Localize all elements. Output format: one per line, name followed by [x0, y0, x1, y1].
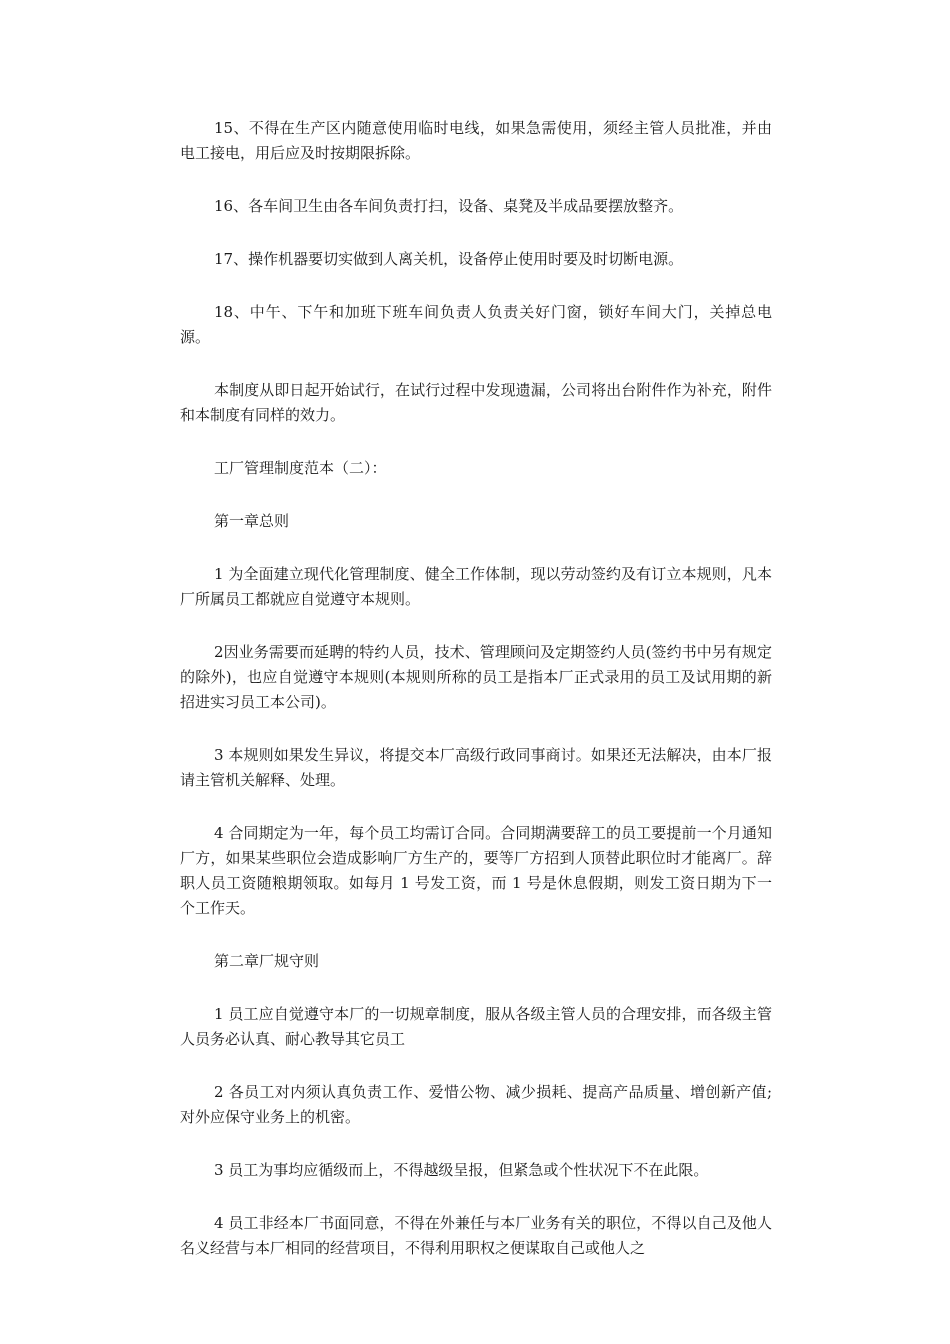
section-title: 工厂管理制度范本（二）： [214, 459, 387, 477]
chapter-2-item-2: 2 各员工对内须认真负责工作、爱惜公物、减少损耗、提高产品质量、增创新产值;对外应保守业务上的机密。 [180, 1083, 772, 1126]
chapter-2-item-3: 3 员工为事均应循级而上，不得越级呈报，但紧急或个性状况下不在此限。 [214, 1161, 709, 1179]
chapter-2-item-1: 1 员工应自觉遵守本厂的一切规章制度，服从各级主管人员的合理安排，而各级主管人员务必认真、耐心教导其它员工 [180, 1005, 772, 1048]
chapter-1-heading: 第一章总则 [214, 512, 290, 530]
rule-17-paragraph: 17、操作机器要切实做到人离关机，设备停止使用时要及时切断电源。 [214, 250, 684, 268]
rule-16-paragraph: 16、各车间卫生由各车间负责打扫，设备、桌凳及半成品要摆放整齐。 [214, 197, 684, 215]
chapter-2-heading: 第二章厂规守则 [214, 952, 320, 970]
document-page [180, 116, 772, 1261]
chapter-1-item-3: 3 本规则如果发生异议，将提交本厂高级行政同事商讨。如果还无法解决，由本厂报请主管机关解释、处理。 [180, 746, 772, 789]
chapter-2-item-4: 4 员工非经本厂书面同意，不得在外兼任与本厂业务有关的职位，不得以自己及他人名义经营与本厂相同的经营项目，不得利用职权之便谋取自己或他人之 [180, 1214, 772, 1257]
chapter-1-item-4: 4 合同期定为一年，每个员工均需订合同。合同期满要辞工的员工要提前一个月通知厂方，如果某些职位会造成影响厂方生产的，要等厂方招到人顶替此职位时才能离厂。辞职人员工资随粮期领取。如每月 1 号发工资，而 1 号是休息假期，则发工资日期为下一个工作天。 [180, 824, 772, 917]
rule-18-paragraph: 18、中午、下午和加班下班车间负责人负责关好门窗，锁好车间大门，关掉总电源。 [180, 303, 772, 346]
chapter-1-item-2: 2因业务需要而延聘的特约人员，技术、管理顾问及定期签约人员(签约书中另有规定的除外)，也应自觉遵守本规则(本规则所称的员工是指本厂正式录用的员工及试用期的新招进实习员工本公司)。 [180, 643, 772, 711]
trial-clause-paragraph: 本制度从即日起开始试行，在试行过程中发现遗漏，公司将出台附件作为补充，附件和本制度有同样的效力。 [180, 381, 772, 424]
rule-15-paragraph: 15、不得在生产区内随意使用临时电线，如果急需使用，须经主管人员批准，并由电工接电，用后应及时按期限拆除。 [180, 119, 772, 162]
chapter-1-item-1: 1 为全面建立现代化管理制度、健全工作体制，现以劳动签约及有订立本规则，凡本厂所属员工都就应自觉遵守本规则。 [180, 565, 772, 608]
